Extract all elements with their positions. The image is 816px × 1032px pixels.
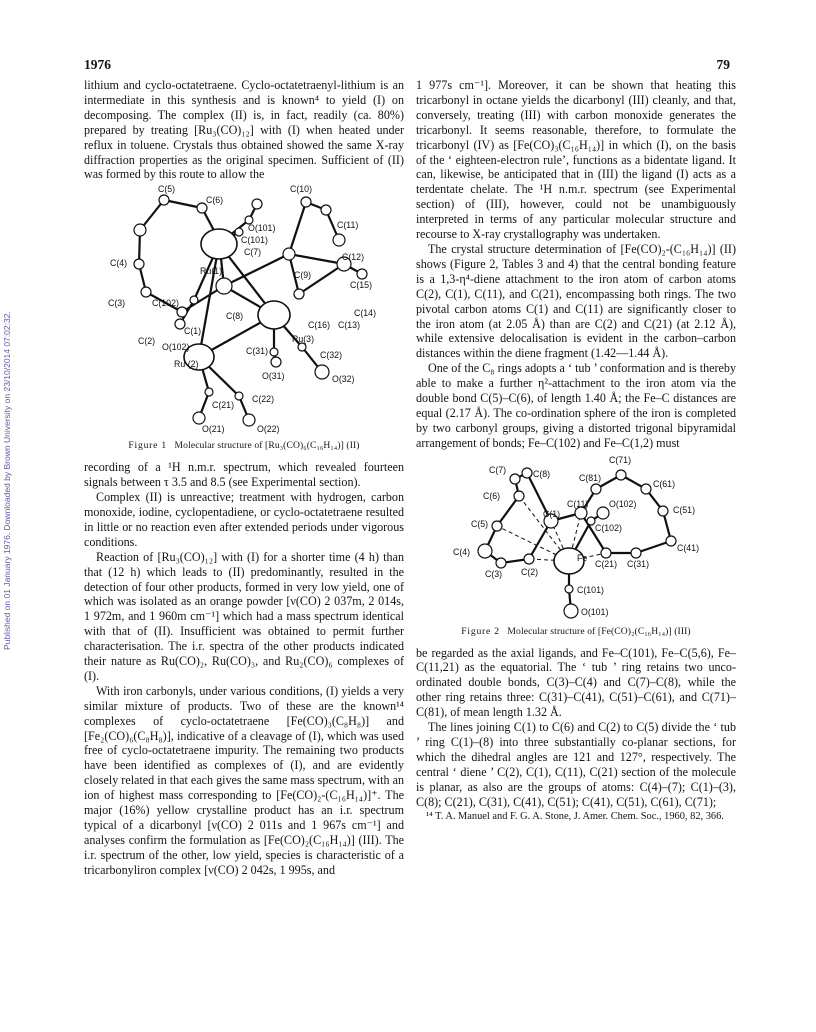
figure-1-ru3-structure	[94, 182, 394, 437]
atom-label: C(7)	[244, 247, 262, 258]
atom-label: C(3)	[108, 298, 126, 309]
paragraph: Reaction of [Ru₃(CO)₁₂] with (I) for a shorter time (4 h) than that (12 h) which leads to (II) predominantly, resulted in the detection of four other products, formed in very low yield, one of which was isolated as an orange powder [ν(CO) 2 037m, 2 014s, 1 972m, and 1 960m cm⁻¹] which had a mass spectrum identical with that of (II). Insufficient was obtained to permit further characterisation. The i.r. spectra of the other products indicated their nature as Ru(CO)₂, Ru(CO)₃, and Ru₂(CO)₆ complexes of (I).	[84, 549, 404, 683]
figure-2-caption: Figure 2 Molecular structure of [Fe(CO)₂(C₁₆H₁₄)] (III)	[461, 625, 691, 637]
journal-year: 1976	[84, 57, 111, 72]
paragraph: recording of a ¹H n.m.r. spectrum, which revealed fourteen signals between τ 3.5 and 8.5 (see Experimental section).	[84, 460, 404, 490]
paragraph: The lines joining C(1) to C(6) and C(2) to C(5) divide the ‘ tub ’ ring C(1)–(8) into three substantially co-planar sections, for which the dihedral angles are 121 and 127°, respectively. The central ‘ diene ’ C(2), C(1), C(11), C(21) section of the molecule is planar, as also are the groups of atoms: C(4)–(7); C(1)–(3), C(8); C(21), C(31), C(41), C(51); C(41), C(51), C(61), C(71);	[416, 720, 736, 809]
page-number: 79	[716, 57, 730, 72]
atom-label: Ru(3)	[292, 334, 314, 345]
atom-label: C(10)	[290, 184, 312, 195]
atom-label: C(21)	[212, 400, 234, 411]
paragraph: lithium and cyclo-octatetraene. Cyclo-octatetraenyl-lithium is an intermediate in this synthesis and is known⁴ to yield (I) on decomposing. The complex (II) is, in fact, readily (ca. 80%) prepared by treating [Ru₃(CO)₁₂] with (I) when heated under reflux in toluene. Crystals thus obtained showed the same X-ray diffraction properties as the original specimen. Sufficient of (II) was formed by this route to allow the	[84, 78, 404, 182]
footnote: ¹⁴ T. A. Manuel and F. G. A. Stone, J. Amer. Chem. Soc., 1960, 82, 366.	[426, 810, 724, 822]
atom-label: Ru (2)	[174, 359, 199, 370]
atom-label: C(1)	[184, 326, 202, 337]
atom-label: O(101)	[581, 606, 609, 617]
atom-label: C(32)	[320, 350, 342, 361]
atom-label: O(102)	[609, 498, 637, 509]
paragraph: One of the C₈ rings adopts a ‘ tub ’ conformation and is thereby able to make a further η²-attachment to the iron atom via the double bond C(5)–C(6), of length 1.40 Å; the Fe–C distances are equal (2.17 Å). The co-ordination sphere of the iron is completed by two carbonyl groups, giving a distorted trigonal bipyramidal arrangement of bonds; Fe–C(102) and Fe–C(1,2) must	[416, 361, 736, 450]
atom-label: O(31)	[262, 371, 285, 382]
atom-label: C(5)	[158, 184, 176, 195]
atom-label: C(11)	[337, 220, 359, 231]
atom-label: C(12)	[342, 252, 364, 263]
atom-label: C(5)	[471, 518, 489, 529]
atom-label: C(6)	[483, 490, 501, 501]
atom-label: C(41)	[677, 542, 699, 553]
atom-label: O(21)	[202, 424, 225, 435]
atom-label: C(4)	[453, 546, 471, 557]
atom-label: Fe	[577, 552, 588, 563]
atom-label: C(31)	[627, 558, 649, 569]
atom-label: C(6)	[206, 195, 224, 206]
atom-label: C(101)	[577, 584, 604, 595]
atom-label: C(21)	[595, 558, 617, 569]
atom-label: C(2)	[138, 336, 156, 347]
atom-label: C(102)	[152, 298, 179, 309]
atom-label: O(102)	[162, 342, 190, 353]
atom-label: C(22)	[252, 394, 274, 405]
paragraph: With iron carbonyls, under various conditions, (I) yields a very similar mixture of products. Two of these are the known¹⁴ complexes of cyclo-octatetraene [Fe(CO)₃(C₈H₈)] and [Fe₂(CO)₆(C₈H₈)], indicative of a cleavage of (I), which was used free of cyclo-octatetraene impurity. The remaining two products have been identified as complexes of (I), and are evidently closely related in that each gives the same mass spectrum, with an ion of highest mass corresponding to [Fe(CO)₂-(C₁₆H₁₄)]⁺. The major (16%) yellow crystalline product has an i.r. spectrum typical of a dicarbonyl [ν(CO) 2 011s and 1 967s cm⁻¹] and analyses confirm the formulation as [Fe(CO)₂(C₁₆H₁₄)] (III). The i.r. spectrum of the other, low yield, species is characteristic of a tricarbonyliron complex [ν(CO) 2 042s, 1 995s, and	[84, 683, 404, 877]
atom-label: C(8)	[533, 468, 551, 479]
atom-label: C(15)	[350, 280, 372, 291]
atom-label: C(4)	[110, 258, 128, 269]
atom-label: C(31)	[246, 346, 268, 357]
atom-label: C(101)	[241, 235, 268, 246]
figure-1-caption: Figure 1 Molecular structure of [Ru₃(CO)₆(C₁₆H₁₄)] (II)	[128, 440, 360, 452]
paragraph: be regarded as the axial ligands, and Fe–C(101), Fe–C(5,6), Fe–C(11,21) as the equatorial. The ‘ tub ’ ring retains two unco-ordinated double bonds, C(3)–C(4) and C(7)–C(8), while the other ring retains three: C(31)–C(41), C(51)–C(61), and C(71)–C(81), of mean length 1.32 Å.	[416, 645, 736, 720]
atom-label: O(101)	[248, 223, 276, 234]
atom-label: C(102)	[595, 522, 622, 533]
paragraph: 1 977s cm⁻¹]. Moreover, it can be shown that heating this tricarbonyl in octane yields the dicarbonyl (III) cleanly, and that, conversely, treating (III) with carbon monoxide generates the tricarbonyl. It seems reasonable, therefore, to formulate the tricarbonyl (IV) as [Fe(CO)₃(C₁₆H₁₄)] in which (I), on the basis of the ‘ eighteen-electron rule’, functions as a bidentate ligand. It can, likewise, be anticipated that in (III) the ligand (I) acts as a terdentate chelate. The ¹H n.m.r. spectrum (see Experimental section) of (III), however, could not be unambiguously interpreted in terms of any particular molecular structure and recourse to X-ray crystallography was undertaken.	[416, 78, 736, 242]
atom-label: C(11)	[567, 498, 589, 509]
paragraph: The crystal structure determination of [Fe(CO)₂-(C₁₆H₁₄)] (II) shows (Figure 2, Tables 3 and 4) that the central bonding feature is a 1,3-η⁴-diene attachment to the iron atom of carbon atoms C(2), C(1), C(11), and C(21), encompassing both rings. The two pivotal carbon atoms C(1) and C(11) are significantly closer to the iron atom (at 2.05 Å) than are C(2) and C(21) (at 2.12 Å), while extensive delocalisation is evident in the carbon–carbon distances within the diene fragment (1.42—1.44 Å).	[416, 241, 736, 361]
atom-label: C(81)	[579, 472, 601, 483]
atom-label: C(13)	[338, 320, 360, 331]
atom-label: C(51)	[673, 504, 695, 515]
atom-label: C(7)	[489, 464, 507, 475]
atom-label: O(22)	[257, 424, 280, 435]
atom-label: C(1)	[543, 508, 561, 519]
atom-label: C(3)	[485, 568, 503, 579]
atom-label: C(14)	[354, 308, 376, 319]
atom-label: C(2)	[521, 566, 539, 577]
atom-label: Ru(1)	[200, 266, 222, 277]
atom-label: C(9)	[294, 270, 312, 281]
atom-label: C(61)	[653, 478, 675, 489]
left-column	[84, 78, 404, 878]
figure-2-fe-structure	[431, 451, 721, 623]
atom-label: C(71)	[609, 454, 631, 465]
atom-label: C(8)	[226, 311, 244, 322]
atom-label: C(16)	[308, 320, 330, 331]
paragraph: Complex (II) is unreactive; treatment with hydrogen, carbon monoxide, iodine, cyclopentadiene, or cyclo-octatetraene resulted in little or no reaction even after extended periods under vigorous conditions.	[84, 490, 404, 549]
right-column	[416, 78, 736, 823]
download-notice: Published on 01 January 1976. Downloaded by Brown University on 23/10/2014 07:02:32.	[2, 311, 12, 650]
atom-label: O(32)	[332, 374, 355, 385]
